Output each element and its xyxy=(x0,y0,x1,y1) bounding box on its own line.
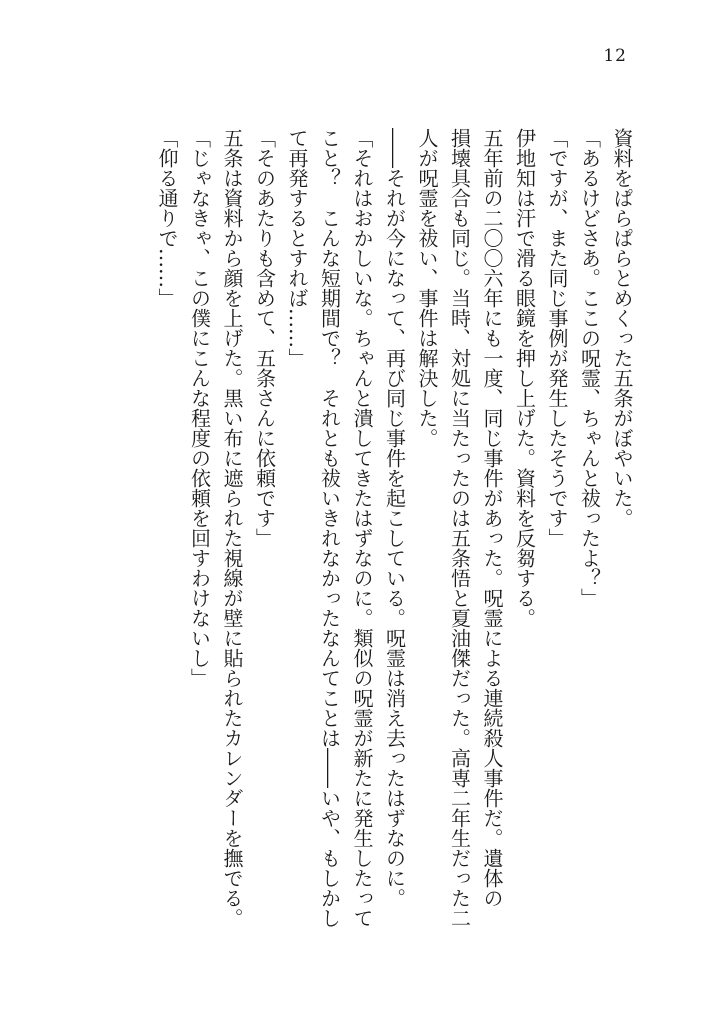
text-line: て再発するとすれば……」 xyxy=(285,128,309,368)
text-line: 資料をぱらぱらとめくった五条がぼやいた。 xyxy=(610,128,634,528)
text-line: 「あるけどさあ。ここの呪霊、ちゃんと祓ったよ？」 xyxy=(577,128,602,608)
text-line: 「それはおかしいな。ちゃんと潰してきたはずなのに。類似の呪霊が新たに発生したって xyxy=(350,128,374,928)
text-line: 損壊具合も同じ。当時、対処に当たったのは五条悟と夏油傑だった。高専二年生だった二 xyxy=(447,128,472,928)
page-number: 12 xyxy=(603,46,627,66)
text-line: 「そのあたりも含めて、五条さんに依頼です」 xyxy=(252,128,277,548)
text-line: 五年前の二〇〇六年にも一度、同じ事件があった。呪霊による連続殺人事件だ。遺体の xyxy=(480,128,504,908)
text-line: 伊地知は汗で滑る眼鏡を押し上げた。資料を反芻する。 xyxy=(512,128,537,628)
text-line: 人が呪霊を祓い、事件は解決した。 xyxy=(415,128,439,448)
text-line: 「ですが、また同じ事例が発生したそうです」 xyxy=(545,128,569,548)
text-line: こと？ こんな短期間で？ それとも祓いきれなかったなんてことは――いや、もしかし xyxy=(317,128,342,928)
vertical-text-body xyxy=(154,128,635,1008)
text-line: ――それが今になって、再び同じ事件を起こしている。呪霊は消え去ったはずなのに。 xyxy=(382,128,407,908)
text-line: 「仰る通りで……」 xyxy=(155,128,179,308)
text-line: 五条は資料から顔を上げた。黒い布に遮られた視線が壁に貼られたカレンダーを撫でる。 xyxy=(220,128,244,928)
text-line: 「じゃなきゃ、この僕にこんな程度の依頼を回すわけないし」 xyxy=(187,128,212,688)
